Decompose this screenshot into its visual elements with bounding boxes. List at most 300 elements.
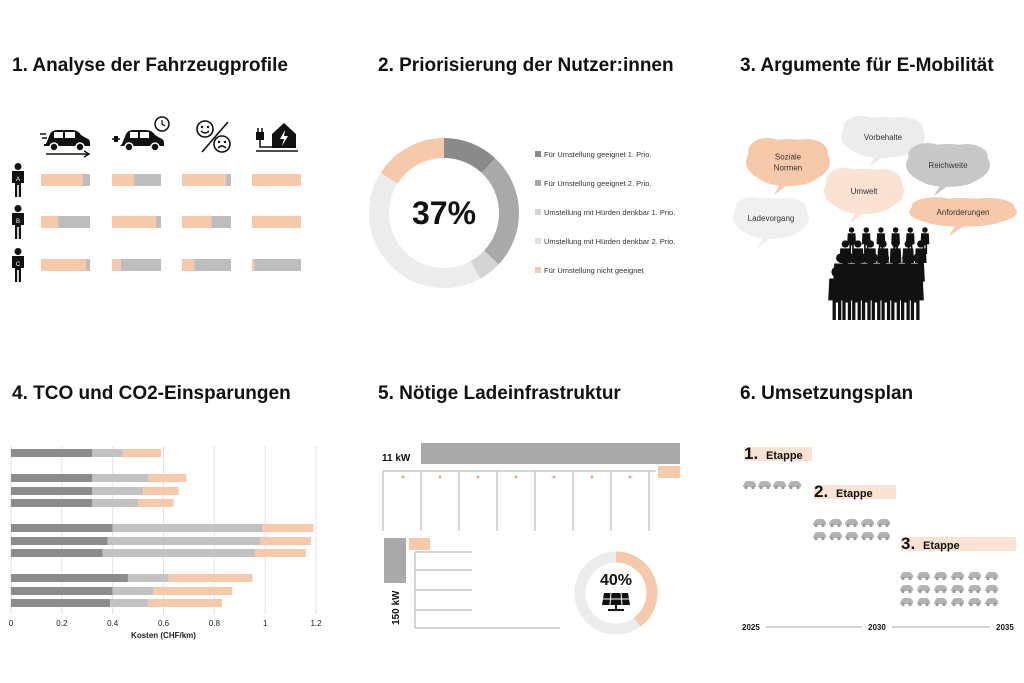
x-tick-label: 0.2: [56, 619, 68, 628]
car-icon: [813, 519, 826, 527]
car-body: [829, 519, 842, 525]
car-wheel: [918, 590, 921, 593]
profile-bar-peach: [41, 259, 86, 271]
profile-bar-grey: [156, 216, 161, 228]
profile-bar-peach: [112, 174, 134, 186]
x-tick-label: 1: [262, 619, 268, 628]
bar-150kw: [384, 538, 406, 583]
car-wheel: [837, 537, 840, 540]
charger-dot: [591, 476, 594, 479]
solar-percent: 40%: [599, 572, 633, 589]
profile-bar-peach: [41, 216, 58, 228]
car-icon: [934, 585, 947, 593]
profile-bar-peach: [252, 216, 301, 228]
profile-bar-grey: [226, 174, 231, 186]
tco-bar-segment: [148, 474, 186, 482]
car-body: [934, 598, 947, 604]
charger-dot: [402, 476, 405, 479]
car-icon: [900, 572, 913, 580]
crowd-head: [879, 240, 886, 247]
legend-label: Für Umstellung nicht geeignet: [544, 266, 644, 275]
car-icon: [758, 481, 771, 489]
charger-dot: [629, 476, 632, 479]
car-wheel: [814, 537, 817, 540]
person-head: [15, 205, 22, 212]
profile-bar-grey: [194, 259, 231, 271]
label-11kw: 11 kW: [382, 453, 411, 464]
car-wheel: [901, 590, 904, 593]
car-body: [900, 572, 913, 578]
label-150kw: 150 kW: [391, 590, 402, 625]
tco-bar-segment: [11, 487, 92, 495]
car-wheel: [986, 603, 989, 606]
profile-bar-peach: [112, 216, 156, 228]
car-wheel: [993, 603, 996, 606]
car-body: [934, 585, 947, 591]
argument-bubbles: [733, 116, 1017, 248]
crowd-head: [902, 253, 911, 262]
car-icon: [861, 519, 874, 527]
section-title-priorisierung: 2. Priorisierung der Nutzer:innen: [378, 55, 674, 76]
profile-bar-peach: [182, 174, 226, 186]
legend-swatch: [535, 180, 541, 186]
section-title-tco: 4. TCO und CO2-Einsparungen: [12, 383, 291, 404]
car-wheel: [862, 537, 865, 540]
crowd-head: [851, 267, 862, 278]
car-icon: [845, 532, 858, 540]
car-body: [951, 598, 964, 604]
car-icon: [877, 532, 890, 540]
tco-bar-segment: [11, 499, 92, 507]
car-wheel: [918, 603, 921, 606]
speech-bubble: [746, 138, 830, 195]
car-body: [900, 598, 913, 604]
car-icon: [968, 598, 981, 606]
legend-swatch: [535, 209, 541, 215]
car-wheel: [821, 524, 824, 527]
tco-bar-segment: [263, 524, 314, 532]
tco-chart: [9, 446, 322, 640]
crowd-head: [864, 227, 870, 233]
bubble-label: Anforderungen: [936, 208, 990, 217]
profile-bar-peach: [182, 216, 211, 228]
person-icon: [12, 163, 24, 197]
stage-label: Etappe: [923, 540, 960, 552]
car-wheel: [942, 603, 945, 606]
crowd-head: [854, 240, 861, 247]
infrastructure-diagram: [382, 443, 680, 629]
car-wheel: [878, 524, 881, 527]
legend-swatch: [535, 238, 541, 244]
x-axis-label: Kosten (CHF/km): [131, 631, 196, 640]
car-icon: [934, 598, 947, 606]
car-wheel: [908, 577, 911, 580]
profile-bar-peach: [252, 174, 301, 186]
car-icon: [861, 532, 874, 540]
charger-dot: [515, 476, 518, 479]
car-wheel: [986, 577, 989, 580]
car-icon: [968, 572, 981, 580]
car-icon: [934, 572, 947, 580]
charger-dot: [439, 476, 442, 479]
car-wheel: [821, 537, 824, 540]
tco-bar-segment: [92, 449, 123, 457]
person-body: [12, 213, 24, 239]
profile-bar-peach: [252, 259, 254, 271]
car-wheel: [942, 590, 945, 593]
x-tick-label: 0.8: [208, 619, 220, 628]
car-wheel: [908, 590, 911, 593]
tco-bar-segment: [11, 449, 92, 457]
car-body: [743, 481, 756, 487]
crowd-head: [880, 253, 889, 262]
car-wheel: [925, 590, 928, 593]
tco-bar-segment: [108, 537, 261, 545]
car-wheel: [846, 537, 849, 540]
profile-bar-grey: [121, 259, 161, 271]
tco-bar-segment: [92, 474, 148, 482]
plan-stage: [900, 534, 1016, 606]
car-icon: [917, 598, 930, 606]
bubble-label: Soziale: [774, 152, 802, 162]
car-icon: [917, 572, 930, 580]
car-wheel: [846, 524, 849, 527]
tco-bar-segment: [11, 524, 113, 532]
car-icon: [951, 572, 964, 580]
speech-bubble: [906, 143, 990, 196]
car-icon: [985, 572, 998, 580]
umsetzungsplan: [742, 444, 1016, 632]
crowd-head: [861, 267, 872, 278]
crowd-head: [891, 253, 900, 262]
tco-bar-segment: [113, 587, 154, 595]
ev-charging-time-icon: [112, 117, 169, 151]
x-tick-label: 0: [8, 619, 14, 628]
crowd-head: [922, 227, 928, 233]
profile-bar-grey: [58, 216, 90, 228]
section-title-ladeinfrastruktur: 5. Nötige Ladeinfrastruktur: [378, 383, 621, 404]
car-wheel: [918, 577, 921, 580]
car-wheel: [935, 603, 938, 606]
stage-number: 2.: [814, 482, 829, 501]
profile-bar-grey: [211, 216, 231, 228]
timeline-year: 2035: [996, 623, 1014, 632]
car-icon: [968, 585, 981, 593]
legend-swatch: [535, 151, 541, 157]
car-body: [813, 519, 826, 525]
car-body: [917, 585, 930, 591]
car-wheel: [878, 537, 881, 540]
legend-swatch: [535, 267, 541, 273]
car-wheel: [862, 524, 865, 527]
car-icon: [877, 519, 890, 527]
person-head: [15, 163, 22, 170]
crowd-head: [900, 267, 911, 278]
person-body: [12, 256, 24, 282]
car-icon: [917, 585, 930, 593]
car-wheel: [885, 524, 888, 527]
tco-bar-segment: [255, 549, 306, 557]
car-wheel: [969, 577, 972, 580]
car-wheel: [986, 590, 989, 593]
car-body: [877, 532, 890, 538]
car-wheel: [935, 590, 938, 593]
car-body: [877, 519, 890, 525]
crowd-head: [905, 240, 912, 247]
crowd-head: [913, 253, 922, 262]
crowd-head: [892, 240, 899, 247]
car-icon: [813, 532, 826, 540]
car-wheel: [830, 524, 833, 527]
x-tick-label: 0.6: [157, 619, 170, 628]
charger-dot: [553, 476, 556, 479]
car-body: [985, 598, 998, 604]
tco-bar-segment: [103, 549, 256, 557]
person-label: C: [15, 262, 21, 268]
car-icon: [743, 481, 756, 489]
car-body: [968, 572, 981, 578]
tco-bar-segment: [260, 537, 311, 545]
donut-slice: [475, 257, 491, 269]
solar-ring-fill: [616, 557, 652, 622]
car-wheel: [885, 537, 888, 540]
bubble-label: Ladevorgang: [747, 214, 795, 223]
car-wheel: [759, 486, 762, 489]
car-icon: [845, 519, 858, 527]
car-wheel: [959, 603, 962, 606]
car-wheel: [952, 577, 955, 580]
car-wheel: [925, 577, 928, 580]
car-icon: [773, 481, 786, 489]
tco-bar-segment: [113, 524, 263, 532]
person-body: [12, 171, 24, 197]
car-icon: [900, 585, 913, 593]
car-wheel: [853, 524, 856, 527]
car-wheel: [908, 603, 911, 606]
car-body: [917, 572, 930, 578]
car-wheel: [959, 577, 962, 580]
car-wheel: [789, 486, 792, 489]
car-body: [829, 532, 842, 538]
legend-label: Umstellung mit Hürden denkbar 2. Prio.: [544, 237, 676, 246]
bar-11kw: [421, 443, 680, 464]
tco-bar-segment: [169, 574, 253, 582]
car-wheel: [837, 524, 840, 527]
crowd-head: [880, 267, 891, 278]
car-icon: [951, 598, 964, 606]
crowd-head: [869, 253, 878, 262]
car-wheel: [869, 537, 872, 540]
tco-bar-segment: [128, 574, 169, 582]
car-wheel: [976, 590, 979, 593]
car-wheel: [751, 486, 754, 489]
bubble-label: Vorbehalte: [863, 133, 903, 142]
donut-slice: [488, 166, 509, 258]
satisfaction-icon: [197, 121, 230, 152]
car-wheel: [796, 486, 799, 489]
stage-label: Etappe: [766, 450, 803, 462]
car-wheel: [969, 603, 972, 606]
car-body: [968, 585, 981, 591]
crowd-head: [890, 267, 901, 278]
crowd-head: [842, 240, 849, 247]
crowd-icon: [828, 227, 929, 320]
car-icon: [985, 598, 998, 606]
car-body: [845, 532, 858, 538]
car-body: [985, 572, 998, 578]
speech-bubble: [824, 168, 904, 223]
car-icon: [829, 519, 842, 527]
car-body: [788, 481, 801, 487]
donut-slice: [389, 148, 444, 178]
crowd-head: [893, 227, 899, 233]
tco-bar-segment: [148, 599, 222, 607]
tco-bar-segment: [143, 487, 179, 495]
profile-bars: [41, 174, 301, 271]
bubble-label: Reichweite: [928, 161, 968, 170]
tco-bar-segment: [110, 599, 148, 607]
car-body: [900, 585, 913, 591]
car-wheel: [925, 603, 928, 606]
profile-bar-grey: [86, 259, 90, 271]
car-body: [773, 481, 786, 487]
car-body: [845, 519, 858, 525]
stage-number: 3.: [901, 534, 916, 553]
plan-stage: [743, 444, 812, 489]
person-label: B: [15, 219, 21, 225]
crowd-head: [849, 227, 855, 233]
crowd-head: [847, 253, 856, 262]
car-wheel: [830, 537, 833, 540]
car-wheel: [976, 603, 979, 606]
car-wheel: [853, 537, 856, 540]
profile-bar-peach: [182, 259, 194, 271]
car-body: [861, 519, 874, 525]
solar-panel-icon: [602, 593, 630, 611]
legend-label: Umstellung mit Hürden denkbar 1. Prio.: [544, 208, 676, 217]
donut-legend: [535, 150, 675, 275]
car-icon: [900, 598, 913, 606]
charger-dot: [477, 476, 480, 479]
profile-bar-peach: [112, 259, 121, 271]
tco-bar-segment: [11, 599, 110, 607]
tco-bar-segment: [92, 487, 143, 495]
person-icon: [12, 205, 24, 239]
car-wheel: [952, 590, 955, 593]
crowd-head: [831, 267, 842, 278]
car-body: [934, 572, 947, 578]
charging-points-11kw: [402, 471, 650, 531]
crowd-head: [871, 267, 882, 278]
tco-bar-segment: [153, 587, 232, 595]
car-driving-icon: [40, 130, 90, 157]
bar-150kw-peach: [409, 538, 430, 550]
stage-number: 1.: [744, 444, 759, 463]
crowd-head: [917, 240, 924, 247]
legend-label: Für Umstellung geeignet 2. Prio.: [544, 179, 652, 188]
donut-slice: [444, 148, 488, 166]
speech-bubble: [733, 197, 809, 248]
car-wheel: [952, 603, 955, 606]
car-wheel: [935, 577, 938, 580]
stage-label: Etappe: [836, 488, 873, 500]
timeline-year: 2025: [742, 623, 760, 632]
car-wheel: [766, 486, 769, 489]
car-body: [951, 572, 964, 578]
person-label: A: [15, 177, 21, 183]
car-body: [951, 585, 964, 591]
car-wheel: [959, 590, 962, 593]
crowd-head: [878, 227, 884, 233]
tco-bar-segment: [11, 587, 113, 595]
legend-label: Für Umstellung geeignet 1. Prio.: [544, 150, 652, 159]
car-icon: [951, 585, 964, 593]
bar-11kw-peach: [658, 466, 680, 478]
profile-bar-grey: [254, 259, 301, 271]
profile-bar-grey: [134, 174, 161, 186]
persons-group: [12, 163, 24, 282]
tco-bar-segment: [138, 499, 174, 507]
tco-bar-segment: [11, 574, 128, 582]
plan-stage: [813, 482, 896, 540]
profile-bar-peach: [41, 174, 83, 186]
car-body: [758, 481, 771, 487]
home-charging-icon: [256, 123, 298, 151]
car-wheel: [942, 577, 945, 580]
crowd-head: [858, 253, 867, 262]
car-body: [985, 585, 998, 591]
car-wheel: [869, 524, 872, 527]
person-head: [15, 248, 22, 255]
person-icon: [12, 248, 24, 282]
crowd-head: [867, 240, 874, 247]
car-icon: [985, 585, 998, 593]
car-wheel: [969, 590, 972, 593]
car-body: [861, 532, 874, 538]
car-body: [813, 532, 826, 538]
section-title-umsetzungsplan: 6. Umsetzungsplan: [740, 383, 914, 404]
bubble-label: Umwelt: [850, 187, 878, 196]
car-wheel: [993, 577, 996, 580]
car-icon: [788, 481, 801, 489]
x-tick-label: 0.4: [107, 619, 119, 628]
donut-center-label: 37%: [411, 195, 477, 231]
car-body: [917, 598, 930, 604]
car-wheel: [781, 486, 784, 489]
car-wheel: [901, 603, 904, 606]
tco-bar-segment: [11, 537, 108, 545]
tco-bar-segment: [11, 549, 103, 557]
car-body: [968, 598, 981, 604]
car-wheel: [976, 577, 979, 580]
section-title-fahrzeugprofile: 1. Analyse der Fahrzeugprofile: [12, 55, 288, 76]
timeline-year: 2030: [868, 623, 886, 632]
crowd-head: [910, 267, 921, 278]
car-wheel: [744, 486, 747, 489]
tco-bar-segment: [123, 449, 161, 457]
tco-bar-segment: [92, 499, 138, 507]
section-title-argumente: 3. Argumente für E-Mobilität: [740, 55, 994, 76]
car-wheel: [993, 590, 996, 593]
bubble-label: Normen: [773, 163, 803, 173]
tco-bar-segment: [11, 474, 92, 482]
car-wheel: [814, 524, 817, 527]
crowd-head: [841, 267, 852, 278]
crowd-head: [836, 253, 845, 262]
profile-bar-grey: [83, 174, 90, 186]
car-icon: [829, 532, 842, 540]
crowd-head: [908, 227, 914, 233]
